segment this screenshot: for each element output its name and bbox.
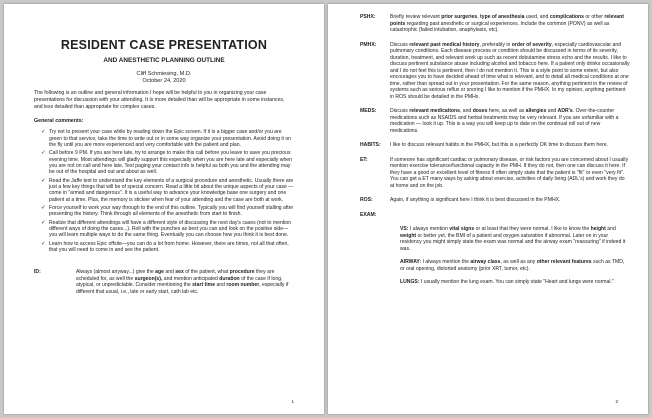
section-meds xyxy=(360,108,630,134)
section-label: ET: xyxy=(360,156,368,163)
section-pmhx xyxy=(360,42,630,101)
checkmark-bullet-icon: ✓ xyxy=(41,240,46,247)
list-item-text: Realize that different attendings will have a different style of discussing the next day's cases (not to mention different ways of doing the cases...). Roll with the punches as best you can and look on the positive side—you will learn multiple ways to do the same thing. Eventually you can choose how you think it is best done. xyxy=(49,219,292,239)
list-item xyxy=(41,150,294,176)
page-number: 1 xyxy=(291,399,294,404)
section-label: ID: xyxy=(34,269,41,276)
section-label: PSHX: xyxy=(360,14,376,20)
list-item xyxy=(41,219,294,239)
exam-airway: AIRWAY: I always mention the airway class, as well as any other relevant features such as TMD, or oral opening, distorted anatomy (prior XRT, tumor, etc). xyxy=(400,259,625,272)
section-text: Always (almost anyway...) give the age and sex of the patient, what procedure they are scheduled for, as well the surgeon(s), and mention anticipated duration of the case if long, atypical, or unpredictable. Consider mentioning the start time and room number, especially if different that usual, i.e., late or early start, cath lab etc. xyxy=(76,269,289,295)
document-subtitle: AND ANESTHETIC PLANNING OUTLINE xyxy=(103,57,225,64)
checkmark-bullet-icon: ✓ xyxy=(41,219,46,226)
list-item xyxy=(41,177,294,203)
section-label: PMHX: xyxy=(360,41,377,48)
general-comments-list xyxy=(34,129,294,253)
document-date: October 24, 2020 xyxy=(142,78,186,85)
section-pshx xyxy=(360,14,630,34)
checkmark-bullet-icon: ✓ xyxy=(41,177,46,184)
document-title: RESIDENT CASE PRESENTATION xyxy=(60,38,268,52)
section-label: ROS: xyxy=(360,197,373,203)
section-exam xyxy=(360,212,630,219)
author-name: Cliff Schmiesing, M.D. xyxy=(136,71,192,77)
checkmark-bullet-icon: ✓ xyxy=(41,204,46,211)
document-page-1 xyxy=(4,4,324,414)
list-item-text: Force yourself to work your way through to the end of this outline. Typically you will find yourself stalling after presenting the history. Think through all elements of the anesthetic from start to finish. xyxy=(49,204,294,218)
section-text: Discuss relevant past medical history, preferably in order of severity, especially cardiovascular and pulmonary conditions. Each disease process or condition should be discussed in terms of its severity, duration, treatment, and relevant work up such as recent dobutamine stress echo and the results. I like to discuss pertinent substance abuse including alcohol and tobacco here. If a patient only drinks occasionally and I do not feel this is pertinent, then I do not mention it. This is a style point to some extent, but also encourages you to have decided ahead of time what is relevant, and to detail all medical conditions at one time, rather than spread out in your presentation. For the same reason, anything pertinent in the review of systems such as serious reflux or snoring I like to mention if the PMHX. In my opinion, anything pertinent in ROS should be detailed in the PMHx. xyxy=(390,41,630,100)
list-item-text: Call before 9 PM. If you are here late, try to arrange to make this call before you leave to save you precious evening time. Most attendings will gladly support this especially when you are here late and especially when you are not on call and here late. Text paging your contact info is helpful as both you and the attending may be out of the hospital and out and about as well. xyxy=(49,150,292,176)
section-text: If someone has significant cardiac or pulmonary disease, or risk factors you are concerned about I usually mention exercise tolerance/functional capacity in the PMH. If they do not, then one can discuss it here. If they have a good or excellent level of fitness if often simply state that the patient is "fit" or even "very fit". You can get a ET many ways by asking about exercise, activities of daily living (ADL's) and work they do at home and on the job. xyxy=(390,156,629,189)
intro-paragraph: The following is an outline and general information I hope will be helpful to you in organizing your case presentations for discussion with your attending. It is more detailed than will be appropriate in some instances, and less detailed than appropriate for complex cases. xyxy=(34,90,285,110)
checkmark-bullet-icon: ✓ xyxy=(41,150,46,157)
list-item xyxy=(41,129,294,148)
checkmark-bullet-icon: ✓ xyxy=(41,129,46,136)
section-text: Briefly review relevant prior surgeries, type of anesthesia used, and complications or other relevant points regarding past anesthetic or surgical experiences. Include the common (PONV) as well as catastrophic (failed intubation, anaphylaxis, etc). xyxy=(390,14,624,33)
section-text: I like to discuss relevant habits in the PMHX, but this is a perfectly OK time to discuss them here. xyxy=(390,142,608,148)
exam-lungs: LUNGS: I usually mention the lung exam. You can simply state "Heart and lungs were normal." xyxy=(400,279,614,285)
general-comments-heading: General comments: xyxy=(34,118,84,125)
list-item xyxy=(41,204,294,218)
section-text: Again, if anything is significant here I think it is best discussed in the PMHX. xyxy=(390,197,561,203)
exam-vital-signs: VS: I always mention vital signs or at least that they were normal. I like to know the height and weight or better yet, the BMI of a patient and oxygen saturation if abnormal. Later on in your residency you might simply state the exam was normal and the airway exam "reassuring" if indeed it was. xyxy=(400,226,626,252)
document-page-2 xyxy=(328,4,648,414)
section-label: EXAM: xyxy=(360,211,377,218)
section-label: MEDS: xyxy=(360,108,377,114)
section-habits xyxy=(360,142,630,149)
section-et xyxy=(360,157,630,190)
list-item xyxy=(41,240,294,254)
list-item-text: Read the Jaffe text to understand the key elements of a surgical procedure and anesthetic. Usually there are just a few key things that will be of special concern. Read a little bit about the unique aspects of your case — come in "armed and dangerous". It is a useful way to advance your knowledge base one surgery and one patient at a time. Plus, the memory is stickier when fear of your attending and the case are both at work. xyxy=(49,177,294,203)
section-text: Discuss relevant medications, and doses here, as well as allergies and ADR's. Over-the-counter medications such as NSAIDS and herbal treatments may be very relevant. If you are unfamiliar with a medication — look it up. This is a way you will keep up to date on the continual roll out of new medications. xyxy=(390,108,619,134)
section-label: HABITS: xyxy=(360,142,381,148)
list-item-text: Learn how to access Epic offsite—you can do a lot from home. However, there are times, not all that often, that you will need to come in and see the patient. xyxy=(49,240,289,254)
list-item-text: Try not to present your case while by reading down the Epic screen. If it is a bigger case and/or you are green to that service, take the time to write out or in some way organize your presentation. Avoid doing it on the fly until you are more experienced and very comfortable with the patient and plan. xyxy=(49,129,291,148)
section-id xyxy=(34,269,294,295)
section-ros xyxy=(360,197,630,204)
document-meta xyxy=(34,71,294,85)
page-number: 2 xyxy=(615,399,618,404)
